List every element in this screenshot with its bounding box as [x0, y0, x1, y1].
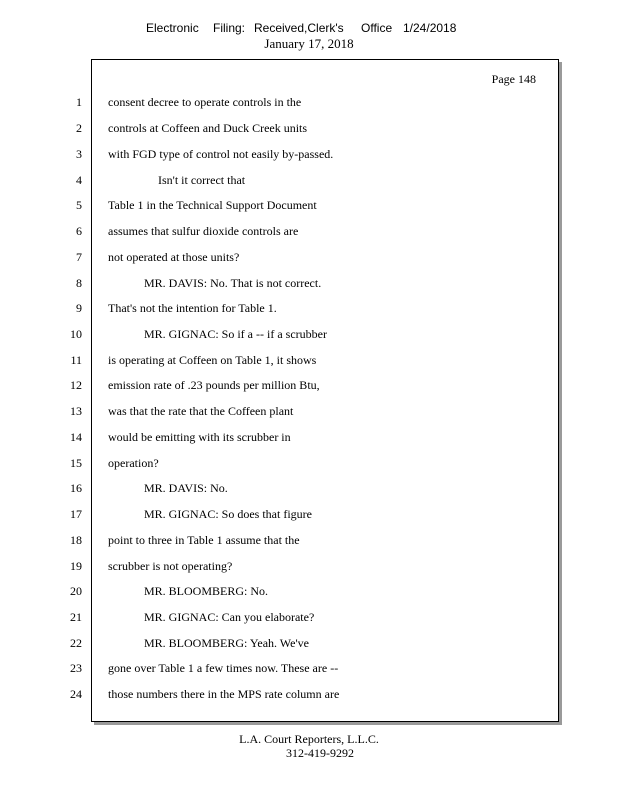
line-number: 10 [70, 327, 82, 341]
page-number: Page 148 [491, 72, 536, 86]
transcript-line [0, 402, 618, 420]
line-number: 19 [70, 559, 82, 573]
line-text: not operated at those units? [108, 250, 240, 264]
transcript-line [0, 351, 618, 369]
line-text: controls at Coffeen and Duck Creek units [108, 121, 308, 135]
transcript-line [0, 171, 618, 189]
line-text: Isn't it correct that [158, 173, 246, 187]
transcript-line [0, 505, 618, 523]
filing-stamp [0, 21, 618, 37]
line-number: 4 [76, 173, 82, 187]
line-text: MR. DAVIS: No. [144, 481, 228, 495]
line-number: 2 [76, 121, 82, 135]
transcript-line [0, 274, 618, 292]
transcript-line [0, 582, 618, 600]
line-number: 6 [76, 224, 82, 238]
transcript-line [0, 531, 618, 549]
line-number: 18 [70, 533, 82, 547]
transcript-line [0, 93, 618, 111]
line-text: with FGD type of control not easily by-passed. [108, 147, 334, 161]
line-number: 9 [76, 301, 82, 315]
line-number: 21 [70, 610, 82, 624]
line-number: 23 [70, 661, 82, 675]
line-text: MR. GIGNAC: So if a -- if a scrubber [144, 327, 327, 341]
transcript-line [0, 454, 618, 472]
line-text: is operating at Coffeen on Table 1, it shows [108, 353, 317, 367]
filing-stamp-word-2: Filing: [213, 21, 246, 35]
line-number: 5 [76, 198, 82, 212]
line-number: 11 [70, 353, 82, 367]
court-reporter-phone: 312-419-9292 [286, 746, 354, 760]
line-text: gone over Table 1 a few times now. These are -- [108, 661, 339, 675]
line-text: was that the rate that the Coffeen plant [108, 404, 294, 418]
filing-stamp-date: 1/24/2018 [403, 21, 457, 35]
line-number: 1 [76, 95, 82, 109]
transcript-line [0, 376, 618, 394]
line-number: 13 [70, 404, 82, 418]
line-number: 24 [70, 687, 82, 701]
transcript-line [0, 608, 618, 626]
line-text: MR. BLOOMBERG: Yeah. We've [144, 636, 309, 650]
line-text: scrubber is not operating? [108, 559, 233, 573]
transcript-line [0, 659, 618, 677]
line-text: MR. BLOOMBERG: No. [144, 584, 269, 598]
line-text: emission rate of .23 pounds per million Btu, [108, 378, 320, 392]
transcript-line [0, 325, 618, 343]
line-number: 12 [70, 378, 82, 392]
line-number: 17 [70, 507, 82, 521]
line-number: 15 [70, 456, 82, 470]
hearing-date: January 17, 2018 [264, 36, 354, 51]
filing-stamp-word-3: Received,Clerk's [254, 21, 344, 35]
line-number: 22 [70, 636, 82, 650]
line-number: 16 [70, 481, 82, 495]
transcript-line [0, 248, 618, 266]
transcript-line [0, 196, 618, 214]
transcript-line [0, 145, 618, 163]
line-number: 3 [76, 147, 82, 161]
line-text: MR. DAVIS: No. That is not correct. [144, 276, 322, 290]
line-number: 14 [70, 430, 82, 444]
line-number: 8 [76, 276, 82, 290]
transcript-line [0, 222, 618, 240]
line-text: point to three in Table 1 assume that the [108, 533, 300, 547]
line-number: 20 [70, 584, 82, 598]
line-text: Table 1 in the Technical Support Document [108, 198, 317, 212]
line-text: would be emitting with its scrubber in [108, 430, 291, 444]
transcript-line [0, 479, 618, 497]
filing-stamp-word-4: Office [361, 21, 393, 35]
court-reporter-name: L.A. Court Reporters, L.L.C. [239, 732, 379, 746]
line-text: That's not the intention for Table 1. [108, 301, 277, 315]
transcript-line [0, 685, 618, 703]
transcript-line [0, 634, 618, 652]
transcript-line [0, 557, 618, 575]
transcript-line [0, 299, 618, 317]
transcript-line [0, 119, 618, 137]
transcript-line [0, 428, 618, 446]
line-text: those numbers there in the MPS rate column are [108, 687, 340, 701]
line-text: MR. GIGNAC: So does that figure [144, 507, 312, 521]
line-text: operation? [108, 456, 159, 470]
line-text: assumes that sulfur dioxide controls are [108, 224, 299, 238]
line-number: 7 [76, 250, 82, 264]
line-text: consent decree to operate controls in the [108, 95, 302, 109]
filing-stamp-word-1: Electronic [146, 21, 199, 35]
line-text: MR. GIGNAC: Can you elaborate? [144, 610, 315, 624]
